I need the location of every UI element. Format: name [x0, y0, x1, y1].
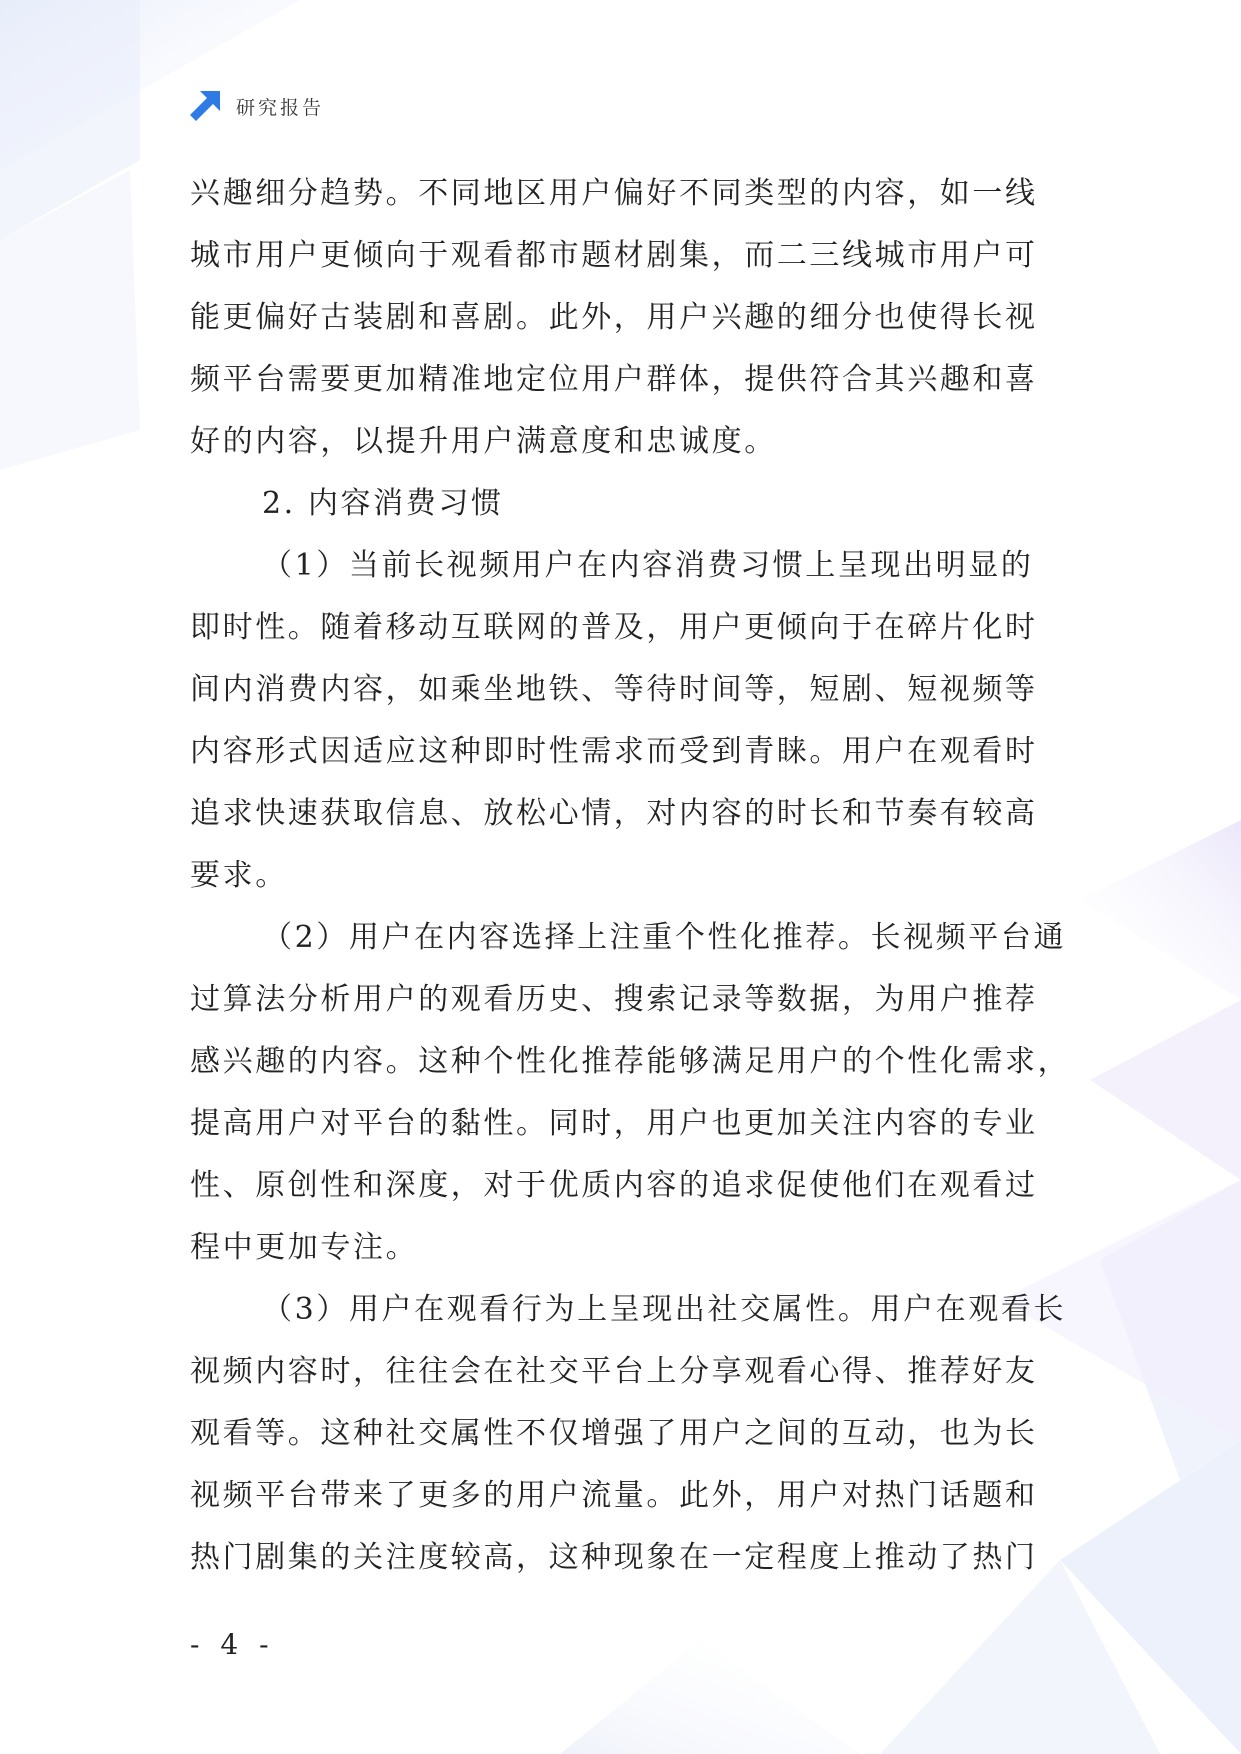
section-heading: 2. 内容消费习惯	[262, 486, 504, 521]
text-line: 兴趣细分趋势。不同地区用户偏好不同类型的内容，如一线	[190, 176, 1038, 211]
text-line: 过算法分析用户的观看历史、搜索记录等数据，为用户推荐	[190, 982, 1038, 1017]
text-line: 好的内容，以提升用户满意度和忠诚度。	[190, 424, 777, 459]
header-title: 研究报告	[236, 96, 325, 119]
paragraph-start: （1）当前长视频用户在内容消费习惯上呈现出明显的	[262, 548, 1034, 583]
text-line: 热门剧集的关注度较高，这种现象在一定程度上推动了热门	[190, 1540, 1038, 1575]
paragraph-start: （2）用户在内容选择上注重个性化推荐。长视频平台通	[262, 920, 1067, 955]
paragraph-start: （3）用户在观看行为上呈现出社交属性。用户在观看长	[262, 1292, 1067, 1327]
text-line: 视频平台带来了更多的用户流量。此外，用户对热门话题和	[190, 1478, 1038, 1513]
text-line: 即时性。随着移动互联网的普及，用户更倾向于在碎片化时	[190, 610, 1038, 645]
page-number: - 4 -	[190, 1628, 275, 1661]
body-text	[190, 163, 1071, 1589]
text-line: 程中更加专注。	[190, 1230, 419, 1265]
text-line: 城市用户更倾向于观看都市题材剧集，而二三线城市用户可	[190, 238, 1038, 273]
page-header	[188, 88, 324, 124]
text-line: 频平台需要更加精准地定位用户群体，提供符合其兴趣和喜	[190, 362, 1038, 397]
text-line: 观看等。这种社交属性不仅增强了用户之间的互动，也为长	[190, 1416, 1038, 1451]
text-line: 提高用户对平台的黏性。同时，用户也更加关注内容的专业	[190, 1106, 1038, 1141]
arrow-up-right-icon	[188, 89, 222, 123]
text-line: 内容形式因适应这种即时性需求而受到青睐。用户在观看时	[190, 734, 1038, 769]
text-line: 性、原创性和深度，对于优质内容的追求促使他们在观看过	[190, 1168, 1038, 1203]
text-line: 能更偏好古装剧和喜剧。此外，用户兴趣的细分也使得长视	[190, 300, 1038, 335]
text-line: 视频内容时，往往会在社交平台上分享观看心得、推荐好友	[190, 1354, 1038, 1389]
text-line: 间内消费内容，如乘坐地铁、等待时间等，短剧、短视频等	[190, 672, 1038, 707]
text-line: 感兴趣的内容。这种个性化推荐能够满足用户的个性化需求，	[190, 1044, 1071, 1079]
text-line: 追求快速获取信息、放松心情，对内容的时长和节奏有较高	[190, 796, 1038, 831]
text-line: 要求。	[190, 858, 288, 893]
